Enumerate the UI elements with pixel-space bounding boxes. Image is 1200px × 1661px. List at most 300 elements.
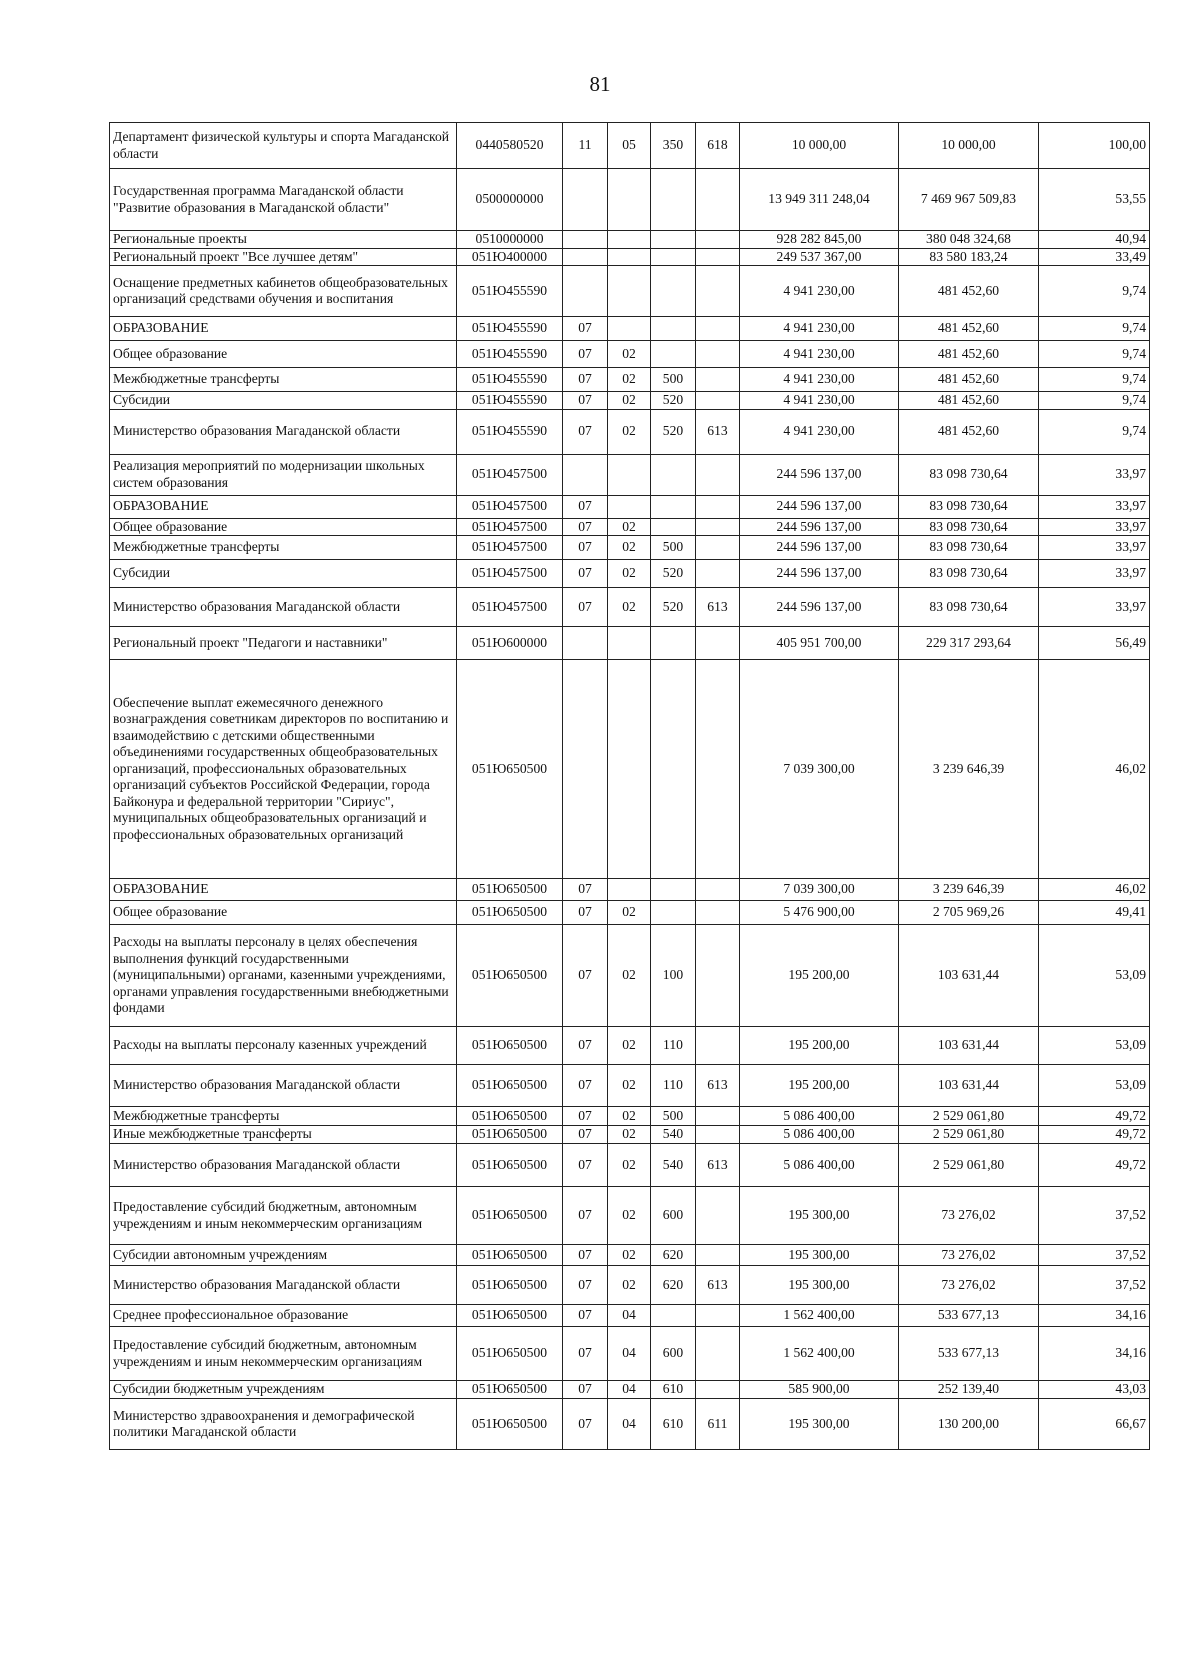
row-subsection bbox=[608, 317, 651, 341]
row-percent: 9,74 bbox=[1039, 409, 1150, 454]
row-section bbox=[563, 454, 608, 495]
row-code: 051Ю650500 bbox=[457, 1381, 563, 1399]
table-body bbox=[110, 123, 1150, 1450]
row-expense-type: 600 bbox=[651, 1327, 696, 1381]
row-section: 07 bbox=[563, 392, 608, 410]
row-percent: 49,41 bbox=[1039, 901, 1150, 925]
row-expense-type: 520 bbox=[651, 409, 696, 454]
row-administrator bbox=[696, 341, 740, 368]
table-row bbox=[110, 123, 1150, 169]
row-plan: 249 537 367,00 bbox=[740, 248, 899, 266]
row-fact: 481 452,60 bbox=[899, 341, 1039, 368]
row-name: Предоставление субсидий бюджетным, автономным учреждениям и иным некоммерческим организациям bbox=[110, 1327, 457, 1381]
row-expense-type: 540 bbox=[651, 1126, 696, 1144]
row-name: Министерство образования Магаданской области bbox=[110, 1266, 457, 1305]
table-row bbox=[110, 1266, 1150, 1305]
row-section: 07 bbox=[563, 1327, 608, 1381]
row-section: 07 bbox=[563, 560, 608, 588]
row-subsection bbox=[608, 495, 651, 518]
row-name: Министерство образования Магаданской области bbox=[110, 409, 457, 454]
row-name: Министерство здравоохранения и демографической политики Магаданской области bbox=[110, 1399, 457, 1450]
row-code: 051Ю650500 bbox=[457, 1305, 563, 1327]
table-row bbox=[110, 169, 1150, 231]
row-subsection: 02 bbox=[608, 536, 651, 560]
row-percent: 66,67 bbox=[1039, 1399, 1150, 1450]
row-fact: 481 452,60 bbox=[899, 392, 1039, 410]
table-row bbox=[110, 518, 1150, 536]
row-fact: 2 529 061,80 bbox=[899, 1126, 1039, 1144]
table-row bbox=[110, 1065, 1150, 1107]
row-code: 051Ю455590 bbox=[457, 317, 563, 341]
row-expense-type: 350 bbox=[651, 123, 696, 169]
table-row bbox=[110, 1245, 1150, 1266]
row-code: 051Ю455590 bbox=[457, 266, 563, 317]
row-name: Департамент физической культуры и спорта Магаданской области bbox=[110, 123, 457, 169]
row-section: 07 bbox=[563, 368, 608, 392]
row-code: 051Ю650500 bbox=[457, 1107, 563, 1126]
row-plan: 585 900,00 bbox=[740, 1381, 899, 1399]
row-expense-type: 500 bbox=[651, 536, 696, 560]
row-expense-type: 620 bbox=[651, 1266, 696, 1305]
row-code: 0440580520 bbox=[457, 123, 563, 169]
row-name: Общее образование bbox=[110, 341, 457, 368]
row-percent: 46,02 bbox=[1039, 660, 1150, 879]
row-plan: 4 941 230,00 bbox=[740, 317, 899, 341]
row-section: 07 bbox=[563, 1399, 608, 1450]
row-plan: 244 596 137,00 bbox=[740, 536, 899, 560]
row-administrator bbox=[696, 266, 740, 317]
row-expense-type: 610 bbox=[651, 1399, 696, 1450]
row-plan: 1 562 400,00 bbox=[740, 1305, 899, 1327]
row-code: 051Ю650500 bbox=[457, 1245, 563, 1266]
row-name: Среднее профессиональное образование bbox=[110, 1305, 457, 1327]
row-administrator bbox=[696, 1327, 740, 1381]
row-fact: 83 098 730,64 bbox=[899, 454, 1039, 495]
row-name: Межбюджетные трансферты bbox=[110, 536, 457, 560]
row-section: 07 bbox=[563, 588, 608, 627]
row-fact: 229 317 293,64 bbox=[899, 627, 1039, 660]
row-fact: 481 452,60 bbox=[899, 317, 1039, 341]
row-code: 051Ю650500 bbox=[457, 1065, 563, 1107]
row-fact: 103 631,44 bbox=[899, 925, 1039, 1027]
table-row bbox=[110, 536, 1150, 560]
row-section: 07 bbox=[563, 1027, 608, 1065]
row-name: ОБРАЗОВАНИЕ bbox=[110, 317, 457, 341]
row-name: Субсидии bbox=[110, 560, 457, 588]
row-code: 051Ю650500 bbox=[457, 1327, 563, 1381]
row-code: 051Ю650500 bbox=[457, 1187, 563, 1245]
row-plan: 4 941 230,00 bbox=[740, 368, 899, 392]
row-fact: 3 239 646,39 bbox=[899, 660, 1039, 879]
row-percent: 9,74 bbox=[1039, 392, 1150, 410]
row-subsection: 02 bbox=[608, 518, 651, 536]
row-administrator bbox=[696, 560, 740, 588]
row-administrator: 613 bbox=[696, 1144, 740, 1187]
row-fact: 533 677,13 bbox=[899, 1327, 1039, 1381]
row-subsection: 04 bbox=[608, 1327, 651, 1381]
row-section: 07 bbox=[563, 518, 608, 536]
row-subsection bbox=[608, 879, 651, 901]
row-code: 051Ю650500 bbox=[457, 879, 563, 901]
row-plan: 195 300,00 bbox=[740, 1266, 899, 1305]
row-expense-type: 520 bbox=[651, 560, 696, 588]
row-expense-type: 500 bbox=[651, 368, 696, 392]
row-expense-type bbox=[651, 169, 696, 231]
row-name: Оснащение предметных кабинетов общеобразовательных организаций средствами обучения и воспитания bbox=[110, 266, 457, 317]
row-fact: 10 000,00 bbox=[899, 123, 1039, 169]
row-percent: 56,49 bbox=[1039, 627, 1150, 660]
row-name: Обеспечение выплат ежемесячного денежного вознаграждения советникам директоров по воспитанию и взаимодействию с детскими общественными объединениями государственных общеобразовательных организаций, профессиональных образовательных организаций субъектов Российской Федерации, города Байконура и федеральной территории "Сириус", муниципальных общеобразовательных организаций и профессиональных образовательных организаций bbox=[110, 660, 457, 879]
row-fact: 481 452,60 bbox=[899, 266, 1039, 317]
row-section: 07 bbox=[563, 341, 608, 368]
row-administrator bbox=[696, 925, 740, 1027]
row-name: Региональный проект "Педагоги и наставники" bbox=[110, 627, 457, 660]
row-fact: 7 469 967 509,83 bbox=[899, 169, 1039, 231]
row-name: Министерство образования Магаданской области bbox=[110, 1065, 457, 1107]
row-expense-type: 540 bbox=[651, 1144, 696, 1187]
row-plan: 244 596 137,00 bbox=[740, 518, 899, 536]
row-percent: 49,72 bbox=[1039, 1126, 1150, 1144]
row-code: 051Ю455590 bbox=[457, 368, 563, 392]
row-code: 0500000000 bbox=[457, 169, 563, 231]
row-section: 07 bbox=[563, 536, 608, 560]
row-subsection: 02 bbox=[608, 1065, 651, 1107]
row-administrator: 618 bbox=[696, 123, 740, 169]
row-fact: 83 580 183,24 bbox=[899, 248, 1039, 266]
row-plan: 244 596 137,00 bbox=[740, 560, 899, 588]
row-name: Предоставление субсидий бюджетным, автономным учреждениям и иным некоммерческим организациям bbox=[110, 1187, 457, 1245]
row-code: 051Ю457500 bbox=[457, 560, 563, 588]
row-percent: 40,94 bbox=[1039, 231, 1150, 249]
row-administrator bbox=[696, 1381, 740, 1399]
row-subsection: 04 bbox=[608, 1305, 651, 1327]
table-row bbox=[110, 1381, 1150, 1399]
row-percent: 49,72 bbox=[1039, 1144, 1150, 1187]
table-row bbox=[110, 409, 1150, 454]
row-administrator bbox=[696, 1126, 740, 1144]
row-code: 051Ю457500 bbox=[457, 518, 563, 536]
row-administrator bbox=[696, 660, 740, 879]
row-code: 051Ю650500 bbox=[457, 1027, 563, 1065]
row-name: Региональные проекты bbox=[110, 231, 457, 249]
table-row bbox=[110, 368, 1150, 392]
row-subsection: 02 bbox=[608, 560, 651, 588]
row-administrator bbox=[696, 169, 740, 231]
row-section: 07 bbox=[563, 1126, 608, 1144]
row-code: 051Ю457500 bbox=[457, 536, 563, 560]
row-administrator bbox=[696, 248, 740, 266]
table-row bbox=[110, 627, 1150, 660]
row-administrator: 613 bbox=[696, 409, 740, 454]
row-code: 051Ю650500 bbox=[457, 1144, 563, 1187]
row-percent: 37,52 bbox=[1039, 1187, 1150, 1245]
row-plan: 4 941 230,00 bbox=[740, 392, 899, 410]
row-subsection: 02 bbox=[608, 1187, 651, 1245]
table-row bbox=[110, 495, 1150, 518]
row-expense-type bbox=[651, 266, 696, 317]
row-expense-type: 620 bbox=[651, 1245, 696, 1266]
row-section: 07 bbox=[563, 1305, 608, 1327]
page-number: 81 bbox=[589, 72, 611, 96]
row-administrator: 613 bbox=[696, 1065, 740, 1107]
row-name: Реализация мероприятий по модернизации школьных систем образования bbox=[110, 454, 457, 495]
table-row bbox=[110, 1305, 1150, 1327]
row-expense-type: 520 bbox=[651, 588, 696, 627]
row-name: Межбюджетные трансферты bbox=[110, 368, 457, 392]
row-name: Региональный проект "Все лучшее детям" bbox=[110, 248, 457, 266]
table-row bbox=[110, 248, 1150, 266]
row-subsection bbox=[608, 231, 651, 249]
row-administrator bbox=[696, 1027, 740, 1065]
row-expense-type bbox=[651, 248, 696, 266]
row-name: ОБРАЗОВАНИЕ bbox=[110, 879, 457, 901]
row-plan: 244 596 137,00 bbox=[740, 454, 899, 495]
row-percent: 33,97 bbox=[1039, 518, 1150, 536]
row-expense-type: 610 bbox=[651, 1381, 696, 1399]
row-percent: 33,97 bbox=[1039, 495, 1150, 518]
row-section bbox=[563, 248, 608, 266]
table-row bbox=[110, 1327, 1150, 1381]
budget-table bbox=[109, 122, 1150, 1450]
row-section: 07 bbox=[563, 1266, 608, 1305]
row-fact: 2 705 969,26 bbox=[899, 901, 1039, 925]
row-fact: 83 098 730,64 bbox=[899, 588, 1039, 627]
row-subsection: 04 bbox=[608, 1381, 651, 1399]
row-percent: 49,72 bbox=[1039, 1107, 1150, 1126]
row-percent: 43,03 bbox=[1039, 1381, 1150, 1399]
row-subsection: 02 bbox=[608, 1027, 651, 1065]
row-administrator: 611 bbox=[696, 1399, 740, 1450]
row-name: Министерство образования Магаданской области bbox=[110, 588, 457, 627]
row-code: 051Ю455590 bbox=[457, 341, 563, 368]
row-fact: 130 200,00 bbox=[899, 1399, 1039, 1450]
table-row bbox=[110, 925, 1150, 1027]
table-row bbox=[110, 392, 1150, 410]
row-percent: 46,02 bbox=[1039, 879, 1150, 901]
row-plan: 4 941 230,00 bbox=[740, 409, 899, 454]
row-fact: 380 048 324,68 bbox=[899, 231, 1039, 249]
table-row bbox=[110, 1126, 1150, 1144]
row-administrator bbox=[696, 231, 740, 249]
row-section: 07 bbox=[563, 901, 608, 925]
row-plan: 5 086 400,00 bbox=[740, 1126, 899, 1144]
row-subsection bbox=[608, 660, 651, 879]
row-plan: 195 200,00 bbox=[740, 1065, 899, 1107]
row-administrator: 613 bbox=[696, 1266, 740, 1305]
row-administrator: 613 bbox=[696, 588, 740, 627]
row-fact: 103 631,44 bbox=[899, 1027, 1039, 1065]
row-section: 07 bbox=[563, 317, 608, 341]
table-row bbox=[110, 560, 1150, 588]
row-code: 051Ю600000 bbox=[457, 627, 563, 660]
row-fact: 252 139,40 bbox=[899, 1381, 1039, 1399]
row-code: 051Ю455590 bbox=[457, 409, 563, 454]
row-plan: 5 086 400,00 bbox=[740, 1144, 899, 1187]
table-row bbox=[110, 341, 1150, 368]
table-row bbox=[110, 1107, 1150, 1126]
row-percent: 9,74 bbox=[1039, 266, 1150, 317]
row-plan: 195 300,00 bbox=[740, 1245, 899, 1266]
row-code: 051Ю400000 bbox=[457, 248, 563, 266]
row-expense-type bbox=[651, 317, 696, 341]
table-row bbox=[110, 1144, 1150, 1187]
row-percent: 33,97 bbox=[1039, 454, 1150, 495]
row-expense-type bbox=[651, 901, 696, 925]
row-plan: 5 086 400,00 bbox=[740, 1107, 899, 1126]
row-section bbox=[563, 660, 608, 879]
row-fact: 83 098 730,64 bbox=[899, 536, 1039, 560]
row-plan: 195 300,00 bbox=[740, 1187, 899, 1245]
row-expense-type bbox=[651, 341, 696, 368]
row-percent: 33,97 bbox=[1039, 560, 1150, 588]
row-administrator bbox=[696, 317, 740, 341]
row-name: Министерство образования Магаданской области bbox=[110, 1144, 457, 1187]
row-section bbox=[563, 627, 608, 660]
table-row bbox=[110, 901, 1150, 925]
row-section: 07 bbox=[563, 495, 608, 518]
row-expense-type bbox=[651, 879, 696, 901]
row-expense-type bbox=[651, 231, 696, 249]
row-administrator bbox=[696, 454, 740, 495]
row-name: Межбюджетные трансферты bbox=[110, 1107, 457, 1126]
row-plan: 7 039 300,00 bbox=[740, 879, 899, 901]
row-fact: 481 452,60 bbox=[899, 409, 1039, 454]
row-expense-type: 600 bbox=[651, 1187, 696, 1245]
row-code: 051Ю457500 bbox=[457, 454, 563, 495]
table-row bbox=[110, 588, 1150, 627]
row-section: 07 bbox=[563, 1107, 608, 1126]
row-plan: 13 949 311 248,04 bbox=[740, 169, 899, 231]
row-administrator bbox=[696, 1107, 740, 1126]
row-name: Субсидии bbox=[110, 392, 457, 410]
row-subsection: 02 bbox=[608, 1126, 651, 1144]
row-administrator bbox=[696, 901, 740, 925]
row-percent: 53,55 bbox=[1039, 169, 1150, 231]
row-subsection: 02 bbox=[608, 588, 651, 627]
table-row bbox=[110, 317, 1150, 341]
row-administrator bbox=[696, 518, 740, 536]
row-fact: 481 452,60 bbox=[899, 368, 1039, 392]
row-name: Расходы на выплаты персоналу в целях обеспечения выполнения функций государственными (муниципальными) органами, казенными учреждениями, органами управления государственными внебюджетными фондами bbox=[110, 925, 457, 1027]
row-plan: 195 200,00 bbox=[740, 1027, 899, 1065]
row-fact: 2 529 061,80 bbox=[899, 1144, 1039, 1187]
row-administrator bbox=[696, 495, 740, 518]
row-section bbox=[563, 266, 608, 317]
row-fact: 83 098 730,64 bbox=[899, 560, 1039, 588]
row-plan: 928 282 845,00 bbox=[740, 231, 899, 249]
row-subsection: 02 bbox=[608, 341, 651, 368]
row-fact: 533 677,13 bbox=[899, 1305, 1039, 1327]
row-plan: 1 562 400,00 bbox=[740, 1327, 899, 1381]
table-row bbox=[110, 660, 1150, 879]
table-row bbox=[110, 454, 1150, 495]
row-plan: 5 476 900,00 bbox=[740, 901, 899, 925]
row-section: 07 bbox=[563, 879, 608, 901]
row-name: Расходы на выплаты персоналу казенных учреждений bbox=[110, 1027, 457, 1065]
row-fact: 73 276,02 bbox=[899, 1266, 1039, 1305]
row-percent: 37,52 bbox=[1039, 1266, 1150, 1305]
row-name: Иные межбюджетные трансферты bbox=[110, 1126, 457, 1144]
row-fact: 83 098 730,64 bbox=[899, 518, 1039, 536]
row-subsection bbox=[608, 169, 651, 231]
row-percent: 53,09 bbox=[1039, 1065, 1150, 1107]
row-percent: 34,16 bbox=[1039, 1327, 1150, 1381]
row-code: 051Ю650500 bbox=[457, 660, 563, 879]
row-section: 07 bbox=[563, 1065, 608, 1107]
row-expense-type: 520 bbox=[651, 392, 696, 410]
row-percent: 37,52 bbox=[1039, 1245, 1150, 1266]
row-subsection bbox=[608, 248, 651, 266]
row-expense-type bbox=[651, 1305, 696, 1327]
row-code: 051Ю650500 bbox=[457, 1399, 563, 1450]
table-row bbox=[110, 266, 1150, 317]
row-name: Государственная программа Магаданской области "Развитие образования в Магаданской области" bbox=[110, 169, 457, 231]
row-section bbox=[563, 169, 608, 231]
table-row bbox=[110, 879, 1150, 901]
row-subsection: 02 bbox=[608, 1144, 651, 1187]
row-percent: 9,74 bbox=[1039, 317, 1150, 341]
table-row bbox=[110, 231, 1150, 249]
row-name: Общее образование bbox=[110, 901, 457, 925]
row-percent: 9,74 bbox=[1039, 368, 1150, 392]
row-plan: 4 941 230,00 bbox=[740, 341, 899, 368]
row-name: Общее образование bbox=[110, 518, 457, 536]
row-subsection: 02 bbox=[608, 368, 651, 392]
row-subsection bbox=[608, 454, 651, 495]
row-code: 051Ю650500 bbox=[457, 901, 563, 925]
row-percent: 53,09 bbox=[1039, 1027, 1150, 1065]
row-percent: 9,74 bbox=[1039, 341, 1150, 368]
row-expense-type: 110 bbox=[651, 1027, 696, 1065]
row-expense-type: 110 bbox=[651, 1065, 696, 1107]
row-code: 051Ю457500 bbox=[457, 588, 563, 627]
row-subsection bbox=[608, 266, 651, 317]
row-subsection: 02 bbox=[608, 392, 651, 410]
row-plan: 7 039 300,00 bbox=[740, 660, 899, 879]
row-percent: 53,09 bbox=[1039, 925, 1150, 1027]
row-plan: 244 596 137,00 bbox=[740, 495, 899, 518]
row-fact: 2 529 061,80 bbox=[899, 1107, 1039, 1126]
row-fact: 73 276,02 bbox=[899, 1187, 1039, 1245]
row-plan: 195 200,00 bbox=[740, 925, 899, 1027]
row-section: 07 bbox=[563, 1245, 608, 1266]
row-subsection: 02 bbox=[608, 409, 651, 454]
row-name: Субсидии бюджетным учреждениям bbox=[110, 1381, 457, 1399]
row-section: 07 bbox=[563, 1144, 608, 1187]
row-subsection: 05 bbox=[608, 123, 651, 169]
row-expense-type bbox=[651, 495, 696, 518]
row-percent: 33,49 bbox=[1039, 248, 1150, 266]
row-section: 07 bbox=[563, 409, 608, 454]
row-subsection: 02 bbox=[608, 1107, 651, 1126]
row-subsection: 04 bbox=[608, 1399, 651, 1450]
row-fact: 83 098 730,64 bbox=[899, 495, 1039, 518]
row-expense-type: 100 bbox=[651, 925, 696, 1027]
row-code: 051Ю650500 bbox=[457, 1126, 563, 1144]
row-administrator bbox=[696, 879, 740, 901]
row-plan: 10 000,00 bbox=[740, 123, 899, 169]
row-section bbox=[563, 231, 608, 249]
row-expense-type bbox=[651, 454, 696, 495]
row-expense-type bbox=[651, 518, 696, 536]
row-section: 07 bbox=[563, 1381, 608, 1399]
row-plan: 4 941 230,00 bbox=[740, 266, 899, 317]
row-administrator bbox=[696, 1305, 740, 1327]
row-name: ОБРАЗОВАНИЕ bbox=[110, 495, 457, 518]
row-plan: 244 596 137,00 bbox=[740, 588, 899, 627]
row-subsection: 02 bbox=[608, 901, 651, 925]
row-administrator bbox=[696, 536, 740, 560]
